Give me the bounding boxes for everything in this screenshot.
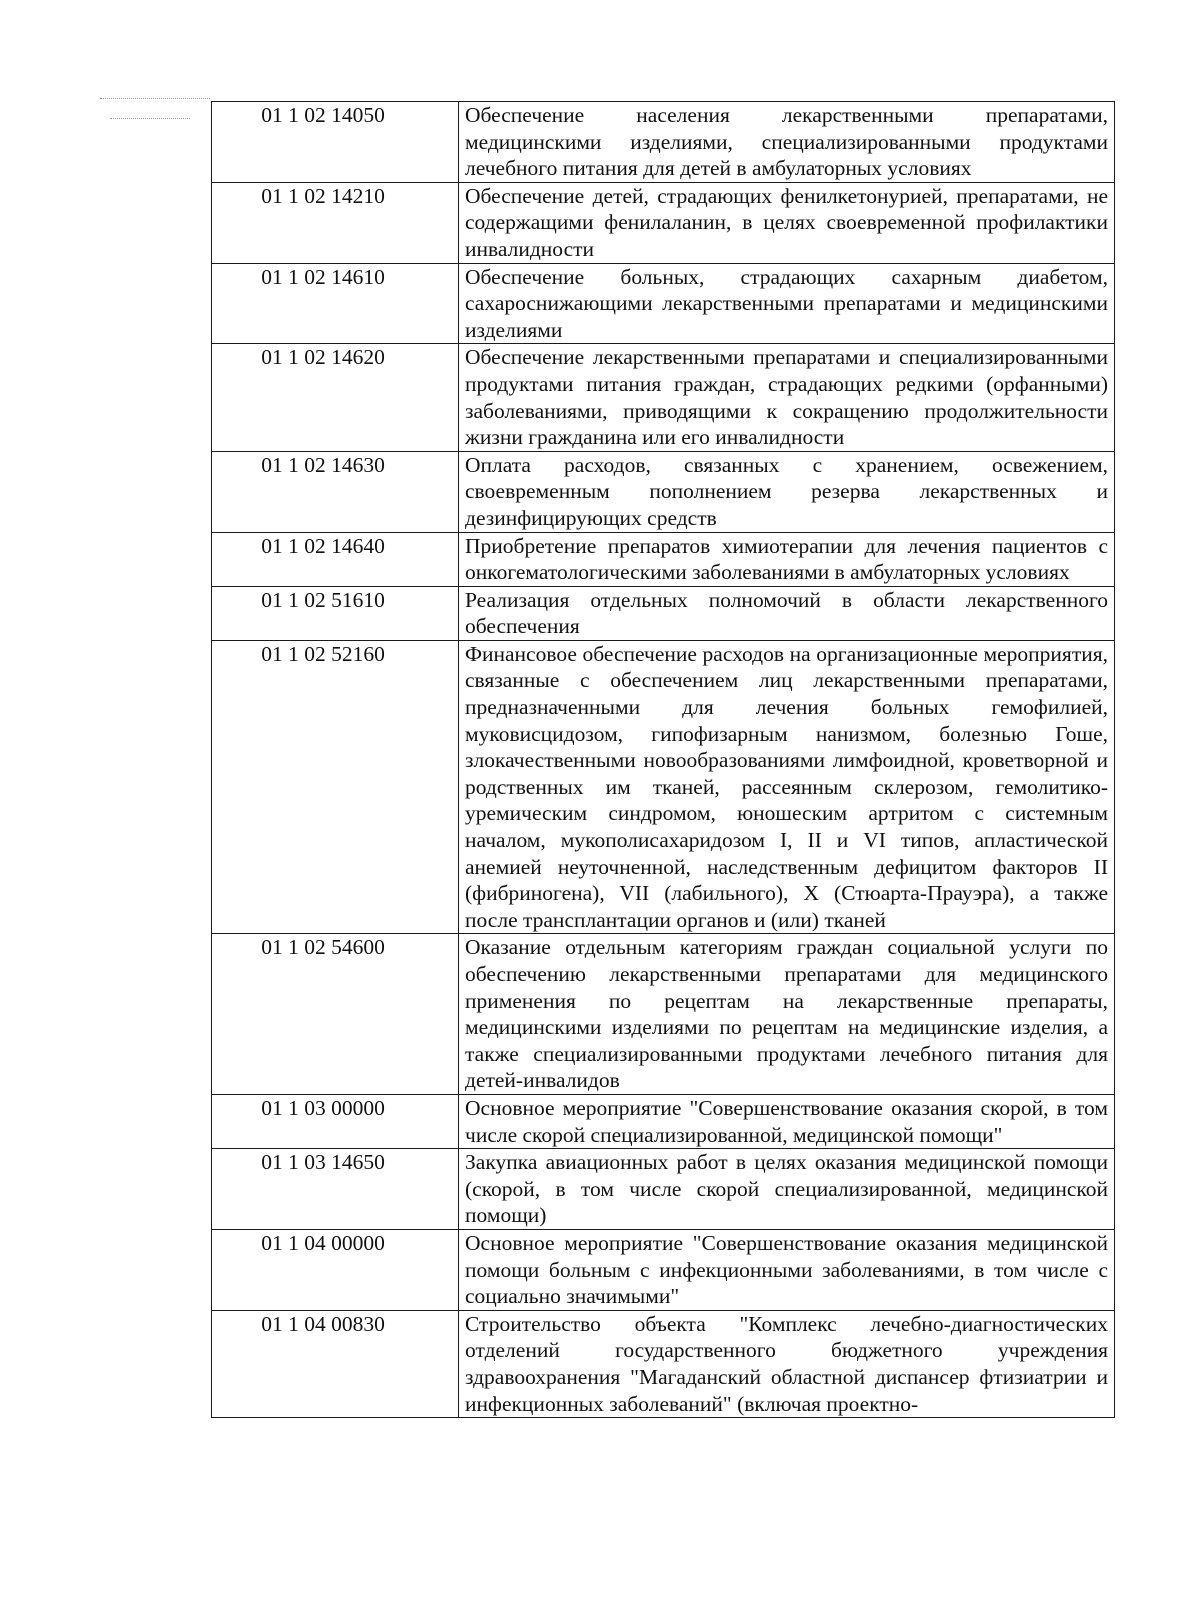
row-code: 01 1 03 00000 <box>212 1094 459 1148</box>
row-code: 01 1 02 51610 <box>212 586 459 640</box>
table-row <box>212 263 1115 344</box>
row-description: Строительство объекта "Комплекс лечебно-диагностических отделений государственного бюджетного учреждения здравоохранения "Магаданский областной диспансер фтизиатрии и инфекционных заболеваний" (включая проектно- <box>459 1310 1115 1417</box>
table-row <box>212 102 1115 183</box>
table-row <box>212 640 1115 934</box>
table-row <box>212 586 1115 640</box>
scan-artifact <box>110 118 190 120</box>
row-description: Основное мероприятие "Совершенствование оказания медицинской помощи больным с инфекционными заболеваниями, в том числе с социально значимыми" <box>459 1229 1115 1310</box>
row-code: 01 1 02 14640 <box>212 532 459 586</box>
table-row <box>212 344 1115 451</box>
row-description: Оплата расходов, связанных с хранением, освежением, своевременным пополнением резерва лекарственных и дезинфицирующих средств <box>459 451 1115 532</box>
row-code: 01 1 04 00000 <box>212 1229 459 1310</box>
row-description: Финансовое обеспечение расходов на организационные мероприятия, связанные с обеспечением лиц лекарственными препаратами, предназначенными для лечения больных гемофилией, муковисцидозом, гипофизарным нанизмом, болезнью Гоше, злокачественными новообразованиями лимфоидной, кроветворной и родственных им тканей, рассеянным склерозом, гемолитико-уремическим синдромом, юношеским артритом с системным началом, мукополисахаридозом I, II и VI типов, апластической анемией неуточненной, наследственным дефицитом факторов II (фибриногена), VII (лабильного), X (Стюарта-Прауэра), а также после трансплантации органов и (или) тканей <box>459 640 1115 934</box>
table-row <box>212 1229 1115 1310</box>
row-code: 01 1 03 14650 <box>212 1149 459 1230</box>
row-code: 01 1 02 52160 <box>212 640 459 934</box>
row-description: Обеспечение детей, страдающих фенилкетонурией, препаратами, не содержащими фенилаланин, в целях своевременной профилактики инвалидности <box>459 182 1115 263</box>
scan-artifact <box>100 98 210 100</box>
row-description: Оказание отдельным категориям граждан социальной услуги по обеспечению лекарственными препаратами для медицинского применения по рецептам на лекарственные препараты, медицинскими изделиями по рецептам на медицинские изделия, а также специализированными продуктами лечебного питания для детей-инвалидов <box>459 934 1115 1095</box>
row-description: Приобретение препаратов химиотерапии для лечения пациентов с онкогематологическими заболеваниями в амбулаторных условиях <box>459 532 1115 586</box>
row-description: Закупка авиационных работ в целях оказания медицинской помощи (скорой, в том числе скорой специализированной, медицинской помощи) <box>459 1149 1115 1230</box>
row-description: Основное мероприятие "Совершенствование оказания скорой, в том числе скорой специализированной, медицинской помощи" <box>459 1094 1115 1148</box>
table-row <box>212 451 1115 532</box>
table-row <box>212 532 1115 586</box>
row-description: Обеспечение лекарственными препаратами и специализированными продуктами питания граждан, страдающих редкими (орфанными) заболеваниями, приводящими к сокращению продолжительности жизни гражданина или его инвалидности <box>459 344 1115 451</box>
row-code: 01 1 02 14630 <box>212 451 459 532</box>
table-row <box>212 1094 1115 1148</box>
table-row <box>212 1310 1115 1417</box>
table-row <box>212 1149 1115 1230</box>
row-code: 01 1 02 14050 <box>212 102 459 183</box>
row-description: Обеспечение больных, страдающих сахарным диабетом, сахароснижающими лекарственными препаратами и медицинскими изделиями <box>459 263 1115 344</box>
table-row <box>212 182 1115 263</box>
row-code: 01 1 02 14210 <box>212 182 459 263</box>
row-description: Обеспечение населения лекарственными препаратами, медицинскими изделиями, специализированными продуктами лечебного питания для детей в амбулаторных условиях <box>459 102 1115 183</box>
row-description: Реализация отдельных полномочий в области лекарственного обеспечения <box>459 586 1115 640</box>
row-code: 01 1 02 54600 <box>212 934 459 1095</box>
row-code: 01 1 04 00830 <box>212 1310 459 1417</box>
budget-classification-table <box>211 101 1115 1418</box>
table-row <box>212 934 1115 1095</box>
row-code: 01 1 02 14620 <box>212 344 459 451</box>
row-code: 01 1 02 14610 <box>212 263 459 344</box>
